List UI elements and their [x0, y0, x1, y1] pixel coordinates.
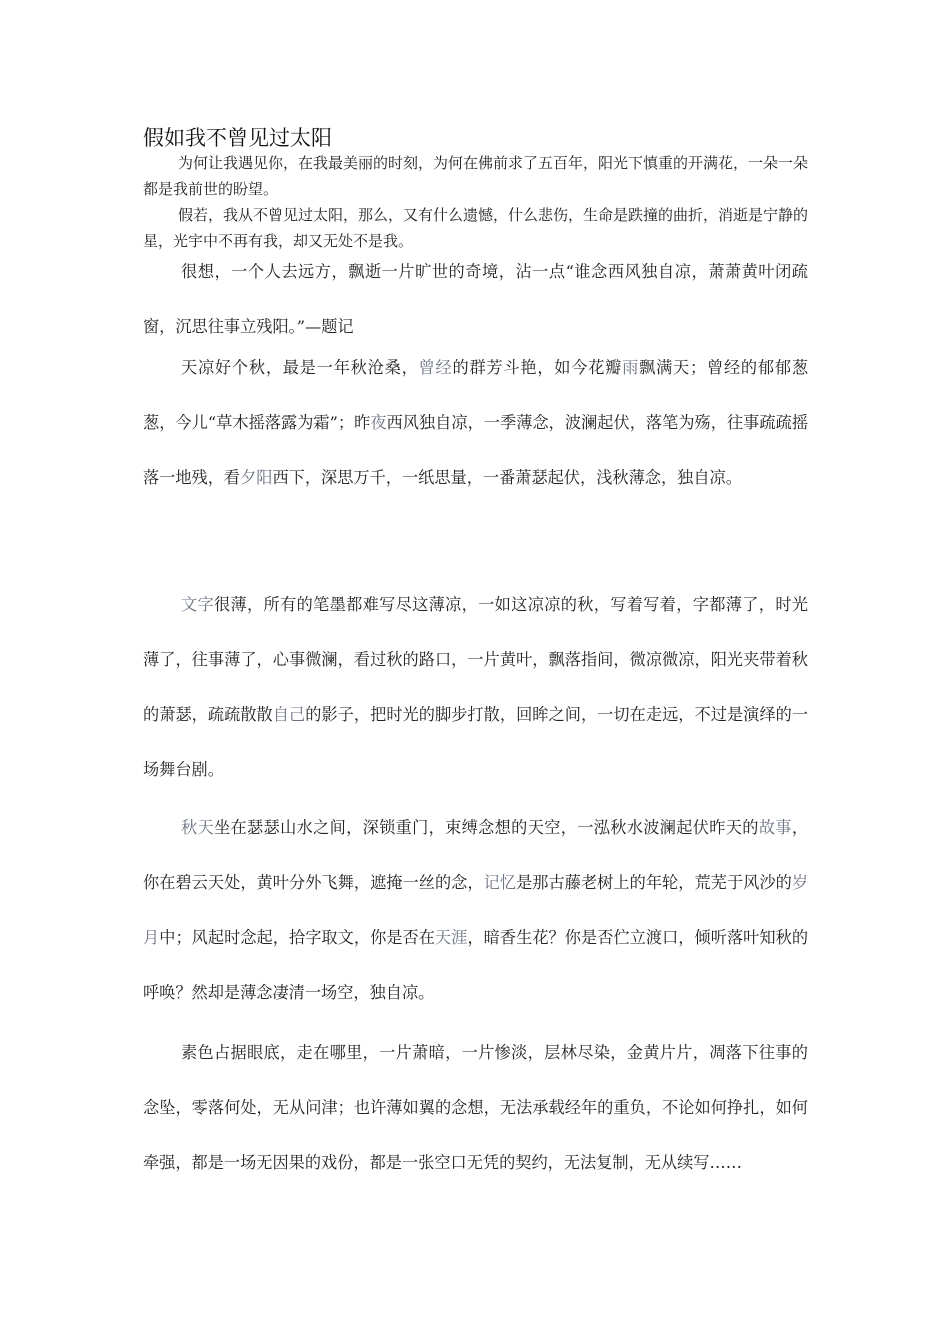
highlighted-word: 曾经	[418, 358, 453, 377]
highlighted-word: 文字	[181, 595, 215, 614]
highlighted-word: 雨	[622, 358, 640, 377]
body-paragraph-4: 素色占据眼底，走在哪里，一片萧暗，一片惨淡，层林尽染，金黄片片，凋落下往事的念坠，零落何处，无从问津；也许薄如翼的念想，无法承载经年的重负，不论如何挣扎，如何牵强，都是一场无因果的戏份，都是一张空口无凭的契约，无法复制，无从续写……	[143, 1043, 808, 1172]
body-paragraph-3	[143, 800, 808, 1020]
highlighted-word: 天涯	[434, 928, 468, 947]
highlighted-word: 夜	[370, 413, 387, 432]
text-run: 很薄，所有的笔墨都难写尽这薄凉，一如这凉凉的秋，写着写着，字都薄了，时光薄了，往事薄了，心事微澜，看过秋的路口，一片黄叶，飘落指间，微凉微凉，阳光夹带着秋的萧瑟，疏疏散散	[143, 595, 809, 724]
highlighted-word: 故事	[758, 818, 792, 837]
document-title: 假如我不曾见过太阳	[143, 126, 332, 150]
text-run: 的影子，把时光的脚步打散，回眸之间，一切在走远，不过是演绎的一场舞台剧。	[143, 705, 809, 779]
text-run: 西风独自凉，一季薄念，波澜起伏，落笔为殇，往事疏疏摇落一地残，看	[143, 413, 809, 487]
body-paragraph-2	[143, 577, 808, 797]
text-run: 飘满天；曾经的郁郁葱葱，今儿“草木摇落露为霜”；昨	[143, 358, 809, 432]
intro-paragraph-2: 假若，我从不曾见过太阳，那么，又有什么遗憾，什么悲伤，生命是跌撞的曲折，消逝是宁静的星，光宇中不再有我，却又无处不是我。	[143, 206, 809, 250]
body-paragraph-1	[143, 340, 808, 505]
text-run: 中；风起时念起，拾字取文，你是否在	[159, 928, 435, 947]
text-run: 天凉好个秋，最是一年秋沧桑，	[181, 358, 419, 377]
text-run: 坐在瑟瑟山水之间，深锁重门，束缚念想的天空，一泓秋水波澜起伏昨天的	[214, 818, 759, 837]
highlighted-word: 自己	[272, 705, 306, 724]
intro-paragraph-epigraph: 很想，一个人去远方，飘逝一片旷世的奇境，沾一点“谁念西风独自凉，萧萧黄叶闭疏窗，沉思往事立残阳。”—题记	[143, 262, 808, 336]
text-run: ，暗香生花？你是否伫立渡口，倾听落叶知秋的呼唤？然却是薄念凄清一场空，独自凉。	[143, 928, 809, 1002]
highlighted-word: 秋天	[181, 818, 215, 837]
highlighted-word: 记忆	[483, 873, 517, 892]
text-run: 西下，深思万千，一纸思量，一番萧瑟起伏，浅秋薄念，独自凉。	[272, 468, 742, 487]
text-run: 是那古藤老树上的年轮，荒芜于风沙的	[516, 873, 792, 892]
text-run: 的群芳斗艳，如今花瓣	[452, 358, 623, 377]
intro-paragraph-1: 为何让我遇见你，在我最美丽的时刻，为何在佛前求了五百年，阳光下慎重的开满花，一朵一朵都是我前世的盼望。	[143, 154, 809, 198]
highlighted-word: 岁月	[143, 873, 809, 947]
text-run: ，你在碧云天处，黄叶分外飞舞，遮掩一丝的念，	[143, 818, 809, 892]
highlighted-word: 夕阳	[240, 468, 273, 487]
